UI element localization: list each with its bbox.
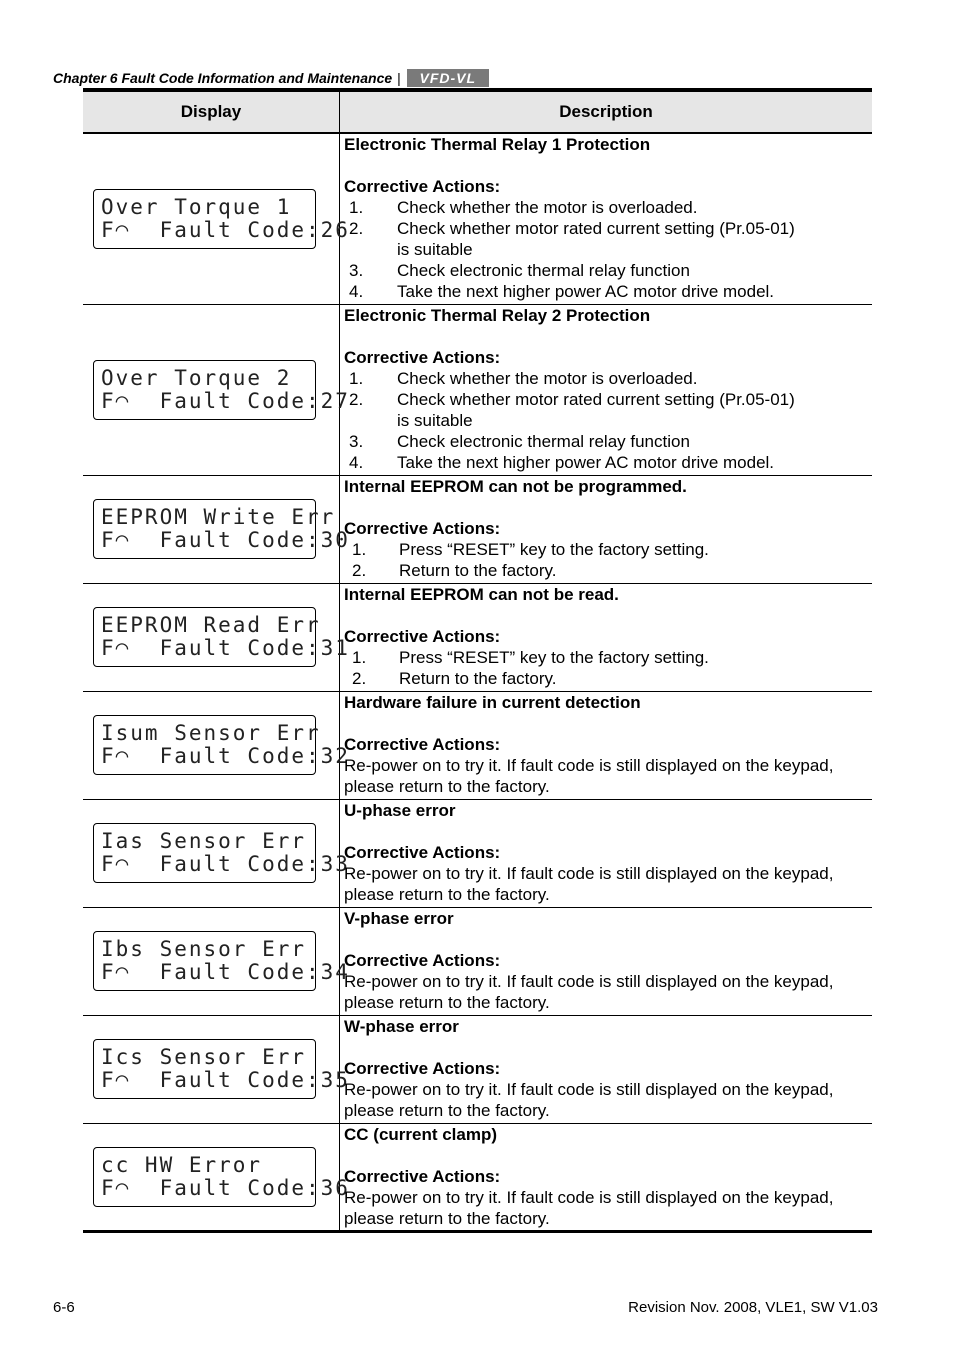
page-number: 6-6 bbox=[53, 1299, 75, 1316]
display-cell bbox=[83, 583, 350, 691]
list-item bbox=[344, 539, 872, 560]
action-list bbox=[344, 539, 872, 581]
lcd-line-1: Ias Sensor Err bbox=[101, 829, 307, 853]
item-text: Return to the factory. bbox=[399, 560, 557, 580]
chapter-title: Chapter 6 Fault Code Information and Maintenance bbox=[53, 70, 393, 86]
item-text: Check whether motor rated current setting (Pr.05-01) bbox=[397, 389, 795, 409]
action-list bbox=[344, 368, 872, 473]
lcd-line-2: F◠ Fault Code:34 bbox=[101, 960, 350, 984]
fault-title: Internal EEPROM can not be read. bbox=[344, 584, 619, 604]
table-row bbox=[83, 907, 872, 1015]
lcd-display bbox=[93, 715, 350, 775]
description-column-header: Description bbox=[340, 90, 873, 133]
corrective-actions-label: Corrective Actions: bbox=[344, 950, 501, 970]
list-item bbox=[344, 452, 872, 473]
fault-title: CC (current clamp) bbox=[344, 1124, 498, 1144]
action-text: Re-power on to try it. If fault code is still displayed on the keypad, please return to the factory. bbox=[344, 971, 834, 1012]
list-item bbox=[344, 410, 872, 431]
item-number: 2. bbox=[352, 560, 367, 580]
item-number: 2. bbox=[349, 389, 364, 409]
description-cell bbox=[340, 304, 873, 475]
display-cell bbox=[83, 1015, 350, 1123]
action-text: Re-power on to try it. If fault code is still displayed on the keypad, please return to the factory. bbox=[344, 1079, 834, 1120]
display-cell bbox=[83, 799, 350, 907]
description-cell bbox=[340, 799, 873, 907]
item-text: is suitable bbox=[397, 240, 473, 259]
table-row bbox=[83, 583, 872, 691]
action-list bbox=[344, 197, 872, 302]
item-number: 1. bbox=[349, 368, 364, 388]
corrective-actions-label: Corrective Actions: bbox=[344, 177, 501, 196]
item-text: Take the next higher power AC motor drive model. bbox=[397, 282, 775, 301]
corrective-actions-label: Corrective Actions: bbox=[344, 1058, 501, 1078]
lcd-display bbox=[93, 1039, 350, 1099]
display-cell bbox=[83, 1123, 350, 1231]
lcd-line-1: Over Torque 1 bbox=[101, 194, 292, 219]
table-row bbox=[83, 133, 872, 304]
fault-title: Electronic Thermal Relay 1 Protection bbox=[344, 135, 651, 154]
table-row bbox=[83, 475, 872, 583]
lcd-line-1: cc HW Error bbox=[101, 1152, 263, 1177]
action-text: Re-power on to try it. If fault code is still displayed on the keypad, please return to the factory. bbox=[344, 863, 834, 904]
list-item bbox=[344, 260, 872, 281]
item-text: Return to the factory. bbox=[399, 668, 557, 688]
lcd-line-1: Ics Sensor Err bbox=[101, 1045, 307, 1069]
item-text: Press “RESET” key to the factory setting. bbox=[399, 647, 709, 667]
display-cell bbox=[83, 133, 350, 304]
fault-title: Hardware failure in current detection bbox=[344, 692, 641, 712]
item-number bbox=[344, 239, 397, 260]
lcd-line-1: Ibs Sensor Err bbox=[101, 937, 307, 961]
corrective-actions-label: Corrective Actions: bbox=[344, 1166, 501, 1186]
lcd-line-2: F◠ Fault Code:26 bbox=[101, 217, 350, 242]
action-list bbox=[344, 647, 872, 689]
item-number: 4. bbox=[349, 452, 364, 472]
list-item bbox=[344, 281, 872, 302]
item-text: Check whether the motor is overloaded. bbox=[397, 198, 698, 217]
item-number: 1. bbox=[352, 647, 367, 667]
description-cell bbox=[340, 1015, 873, 1123]
lcd-line-1: Isum Sensor Err bbox=[101, 721, 321, 745]
item-number: 1. bbox=[352, 539, 367, 559]
table-row bbox=[83, 1123, 872, 1231]
corrective-actions-label: Corrective Actions: bbox=[344, 347, 501, 367]
list-item bbox=[344, 647, 872, 668]
lcd-line-2: F◠ Fault Code:31 bbox=[101, 636, 350, 660]
fault-title: U-phase error bbox=[344, 800, 456, 820]
lcd-display bbox=[93, 499, 350, 559]
item-text: Check electronic thermal relay function bbox=[397, 431, 690, 451]
display-column-header: Display bbox=[83, 90, 340, 133]
item-number: 2. bbox=[352, 668, 367, 688]
item-number: 2. bbox=[349, 219, 364, 238]
description-cell bbox=[340, 475, 873, 583]
list-item bbox=[344, 389, 872, 410]
item-text: is suitable bbox=[397, 410, 473, 430]
table-row bbox=[83, 691, 872, 799]
fault-title: V-phase error bbox=[344, 908, 454, 928]
lcd-display bbox=[93, 189, 350, 249]
lcd-display bbox=[93, 607, 350, 667]
item-number bbox=[344, 410, 397, 431]
item-number: 1. bbox=[349, 198, 364, 217]
item-text: Check whether the motor is overloaded. bbox=[397, 368, 698, 388]
display-cell bbox=[83, 304, 350, 475]
corrective-actions-label: Corrective Actions: bbox=[344, 842, 501, 862]
item-text: Check whether motor rated current setting (Pr.05-01) bbox=[397, 219, 795, 238]
lcd-line-1: Over Torque 2 bbox=[101, 365, 292, 390]
table-row bbox=[83, 1015, 872, 1123]
lcd-display bbox=[93, 1147, 350, 1207]
lcd-display bbox=[93, 360, 350, 420]
item-text: Press “RESET” key to the factory setting. bbox=[399, 539, 709, 559]
fault-title: W-phase error bbox=[344, 1016, 459, 1036]
corrective-actions-label: Corrective Actions: bbox=[344, 626, 501, 646]
item-number: 4. bbox=[349, 282, 364, 301]
revision-info: Revision Nov. 2008, VLE1, SW V1.03 bbox=[628, 1299, 878, 1316]
lcd-line-2: F◠ Fault Code:36 bbox=[101, 1175, 350, 1200]
lcd-line-1: EEPROM Read Err bbox=[101, 613, 321, 637]
description-cell bbox=[340, 1123, 873, 1231]
description-cell bbox=[340, 133, 873, 304]
action-text: Re-power on to try it. If fault code is still displayed on the keypad, please return to the factory. bbox=[344, 1187, 834, 1228]
corrective-actions-label: Corrective Actions: bbox=[344, 734, 501, 754]
page-header bbox=[53, 67, 489, 89]
list-item bbox=[344, 668, 872, 689]
header-separator: | bbox=[397, 70, 401, 86]
fault-title: Internal EEPROM can not be programmed. bbox=[344, 476, 687, 496]
table-row bbox=[83, 799, 872, 907]
lcd-line-2: F◠ Fault Code:27 bbox=[101, 388, 350, 413]
action-text: Re-power on to try it. If fault code is still displayed on the keypad, please return to the factory. bbox=[344, 755, 834, 796]
display-cell bbox=[83, 691, 350, 799]
description-cell bbox=[340, 907, 873, 1015]
lcd-line-1: EEPROM Write Err bbox=[101, 505, 336, 529]
table-row bbox=[83, 304, 872, 475]
display-cell bbox=[83, 475, 350, 583]
list-item bbox=[344, 560, 872, 581]
fault-title: Electronic Thermal Relay 2 Protection bbox=[344, 305, 651, 325]
lcd-display bbox=[93, 931, 350, 991]
list-item bbox=[344, 431, 872, 452]
lcd-line-2: F◠ Fault Code:35 bbox=[101, 1068, 350, 1092]
list-item bbox=[344, 197, 872, 218]
list-item bbox=[344, 368, 872, 389]
list-item bbox=[344, 239, 872, 260]
vfd-vl-logo: VFD-VL bbox=[407, 69, 489, 87]
lcd-display bbox=[93, 823, 350, 883]
description-cell bbox=[340, 691, 873, 799]
table-header-row bbox=[83, 90, 872, 133]
corrective-actions-label: Corrective Actions: bbox=[344, 518, 501, 538]
lcd-line-2: F◠ Fault Code:33 bbox=[101, 852, 350, 876]
item-number: 3. bbox=[349, 431, 364, 451]
list-item bbox=[344, 218, 872, 239]
fault-code-table bbox=[83, 88, 872, 1233]
item-number: 3. bbox=[349, 261, 364, 280]
item-text: Take the next higher power AC motor drive model. bbox=[397, 452, 775, 472]
lcd-line-2: F◠ Fault Code:32 bbox=[101, 744, 350, 768]
item-text: Check electronic thermal relay function bbox=[397, 261, 690, 280]
description-cell bbox=[340, 583, 873, 691]
display-cell bbox=[83, 907, 350, 1015]
lcd-line-2: F◠ Fault Code:30 bbox=[101, 528, 350, 552]
